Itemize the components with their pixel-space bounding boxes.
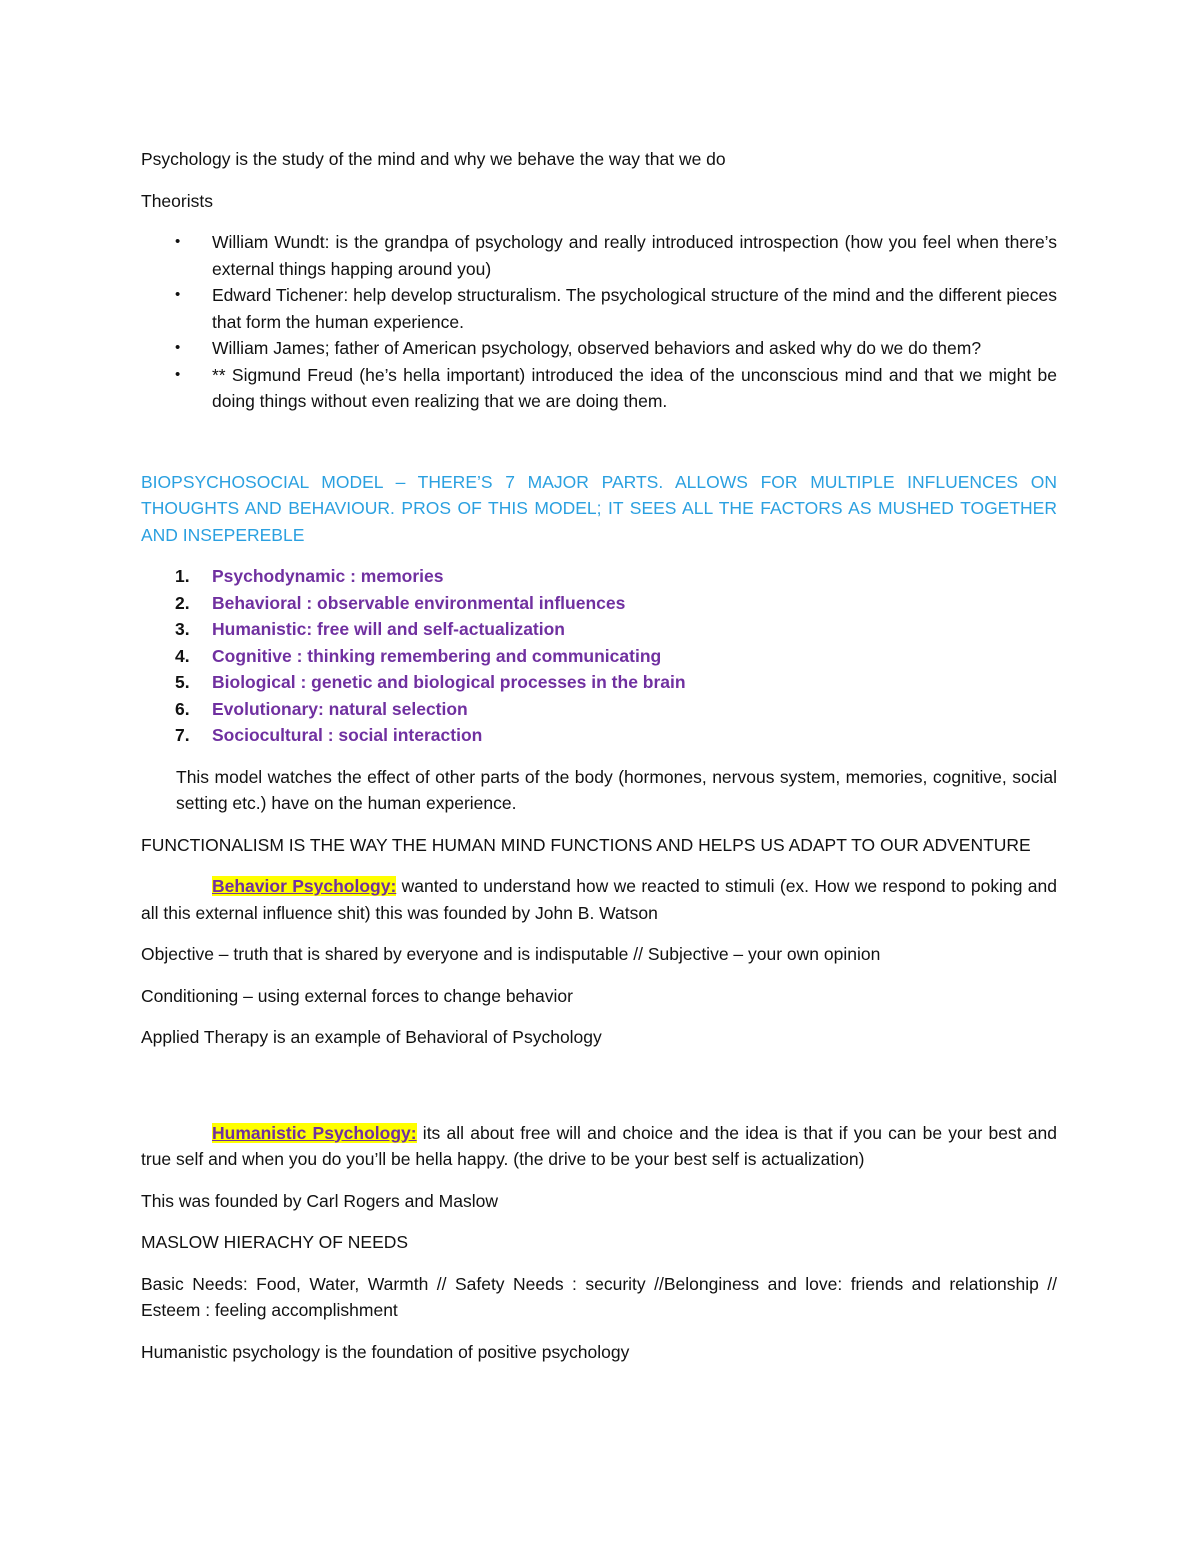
maslow-needs-paragraph: Basic Needs: Food, Water, Warmth // Safety Needs : security //Belonginess and love: friends and relationship // Esteem : feeling accomplishment xyxy=(141,1273,1057,1320)
theorist-text: William Wundt: is the grandpa of psychology and really introduced introspection (how you feel when there’s external things happing around you) xyxy=(212,232,1057,279)
objective-paragraph: Objective – truth that is shared by everyone and is indisputable // Subjective – your own opinion xyxy=(141,944,881,964)
bullet-icon: • xyxy=(175,233,181,250)
theorist-text: William James; father of American psychology, observed behaviors and asked why do we do them? xyxy=(212,338,982,358)
list-number: 2. xyxy=(175,592,190,613)
part-text: Sociocultural : social interaction xyxy=(212,725,483,745)
list-item xyxy=(141,362,1057,415)
theorist-text: ** Sigmund Freud (he’s hella important) introduced the idea of the unconscious mind and that we might be doing things without even realizing that we are doing them. xyxy=(212,364,1057,411)
part-text: Cognitive : thinking remembering and communicating xyxy=(212,645,662,666)
behavior-paragraph xyxy=(141,873,1057,926)
theorists-list xyxy=(141,229,1057,415)
list-number: 4. xyxy=(175,645,190,666)
bullet-icon: • xyxy=(175,339,181,356)
biopsychosocial-heading: BIOPSYCHOSOCIAL MODEL – THERE’S 7 MAJOR PARTS. ALLOWS FOR MULTIPLE INFLUENCES ON THOUGHTS AND BEHAVIOUR. PROS OF THIS MODEL; IT SEES ALL THE FACTORS AS MUSHED TOGETHER AND INSEPEREBLE xyxy=(141,471,1057,545)
theorists-heading: Theorists xyxy=(141,190,213,211)
model-note-paragraph: This model watches the effect of other parts of the body (hormones, nervous system, memories, cognitive, social setting etc.) have on the human experience. xyxy=(176,766,1057,813)
list-item xyxy=(141,669,1057,696)
list-item xyxy=(141,643,1057,670)
part-text: Humanistic: free will and self-actualization xyxy=(212,619,565,639)
list-number: 5. xyxy=(175,672,190,692)
humanistic-paragraph xyxy=(141,1120,1057,1173)
list-number: 6. xyxy=(175,698,190,719)
conditioning-paragraph: Conditioning – using external forces to change behavior xyxy=(141,985,573,1006)
bullet-icon: • xyxy=(175,286,181,303)
humanistic-psychology-label: Humanistic Psychology: xyxy=(212,1122,417,1143)
document-page xyxy=(141,146,1057,1380)
founders-paragraph: This was founded by Carl Rogers and Maslow xyxy=(141,1190,498,1211)
list-item xyxy=(141,282,1057,335)
maslow-heading: MASLOW HIERACHY OF NEEDS xyxy=(141,1232,409,1252)
list-item xyxy=(141,229,1057,282)
blank-line xyxy=(141,1066,1057,1120)
intro-paragraph: Psychology is the study of the mind and why we behave the way that we do xyxy=(141,149,726,169)
model-parts-list xyxy=(141,563,1057,749)
part-text: Biological : genetic and biological processes in the brain xyxy=(212,672,686,692)
list-number: 7. xyxy=(175,725,190,745)
part-text: Behavioral : observable environmental influences xyxy=(212,592,626,613)
list-item xyxy=(141,616,1057,643)
behavior-psychology-label: Behavior Psychology: xyxy=(212,876,397,896)
behavior-text: wanted to understand how we reacted to stimuli (ex. How we respond to poking and all this external influence shit) this was founded by John B. Watson xyxy=(141,876,1057,923)
list-item xyxy=(141,590,1057,617)
humanistic-text: its all about free will and choice and the idea is that if you can be your best and true self and when you do you’ll be hella happy. (the drive to be your best self is actualization) xyxy=(141,1122,1057,1169)
theorist-text: Edward Tichener: help develop structuralism. The psychological structure of the mind and the different pieces that form the human experience. xyxy=(212,285,1057,332)
foundation-paragraph: Humanistic psychology is the foundation of positive psychology xyxy=(141,1341,630,1362)
applied-therapy-paragraph: Applied Therapy is an example of Behavioral of Psychology xyxy=(141,1027,602,1047)
list-item xyxy=(141,563,1057,590)
bullet-icon: • xyxy=(175,365,181,383)
list-item xyxy=(141,722,1057,749)
list-number: 1. xyxy=(175,566,190,586)
list-item xyxy=(141,696,1057,723)
part-text: Evolutionary: natural selection xyxy=(212,698,468,719)
part-text: Psychodynamic : memories xyxy=(212,566,444,586)
list-item xyxy=(141,335,1057,362)
functionalism-paragraph: FUNCTIONALISM IS THE WAY THE HUMAN MIND FUNCTIONS AND HELPS US ADAPT TO OUR ADVENTURE xyxy=(141,834,1031,855)
list-number: 3. xyxy=(175,619,190,639)
